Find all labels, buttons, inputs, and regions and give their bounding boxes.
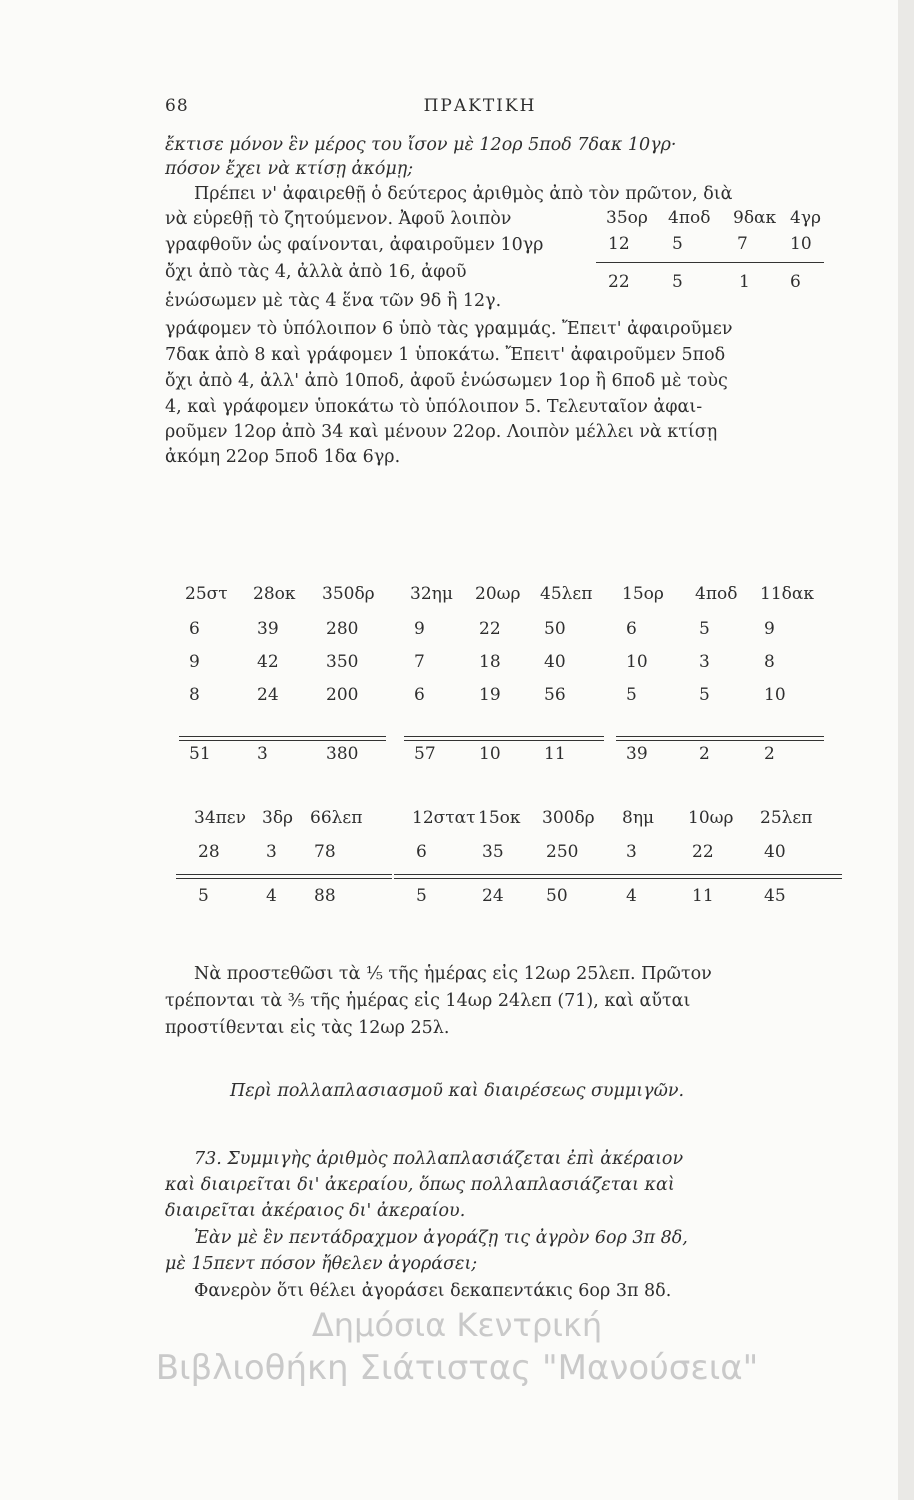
table-cell: 3	[266, 842, 277, 862]
result-cell: 4	[266, 886, 277, 906]
column-header: 4ποδ	[695, 584, 738, 604]
table-cell: 3	[699, 652, 710, 672]
column-header: 34πεν	[194, 808, 246, 828]
table-cell: 6	[189, 619, 200, 639]
column-header: 350δρ	[322, 584, 375, 604]
result-cell: 5	[198, 886, 209, 906]
sum-rule	[394, 874, 624, 875]
table-cell: 42	[257, 652, 279, 672]
sum-rule	[616, 736, 824, 737]
sub-cell: 7	[737, 234, 748, 254]
sub-cell: 10	[790, 234, 812, 254]
sub-result-cell: 22	[608, 272, 630, 292]
column-header: 15οκ	[478, 808, 521, 828]
column-header: 66λεπ	[310, 808, 363, 828]
column-header: 28οκ	[253, 584, 296, 604]
text-line: ἑνώσωμεν μὲ τὰς 4 ἕνα τῶν 9δ ἢ 12γ.	[165, 291, 502, 311]
result-cell: 11	[544, 744, 566, 764]
table-cell: 7	[414, 652, 425, 672]
sub-cell: 5	[672, 234, 683, 254]
column-header: 15ορ	[622, 584, 664, 604]
sum-rule	[176, 874, 392, 875]
page-edge	[898, 0, 914, 1500]
table-cell: 250	[546, 842, 579, 862]
table-cell: 78	[314, 842, 336, 862]
table-cell: 18	[479, 652, 501, 672]
text-line: Φανερὸν ὅτι θέλει ἀγοράσει δεκαπεντάκις 6ορ 3π 8δ.	[194, 1281, 672, 1301]
column-header: 8ημ	[622, 808, 655, 828]
table-cell: 9	[189, 652, 200, 672]
table-cell: 9	[764, 619, 775, 639]
sub-header-cell: 4γρ	[790, 208, 821, 228]
column-header: 20ωρ	[475, 584, 521, 604]
text-line: τρέπονται τὰ ⅗ τῆς ἡμέρας εἰς 14ωρ 24λεπ (71), καὶ αὔται	[165, 991, 691, 1011]
table-cell: 50	[544, 619, 566, 639]
result-cell: 39	[626, 744, 648, 764]
result-cell: 24	[482, 886, 504, 906]
text-line: 4, καὶ γράφομεν ὑποκάτω τὸ ὑπόλοιπον 5. Τελευταῖον ἀφαι-	[165, 397, 703, 417]
text-line: Νὰ προστεθῶσι τὰ ⅕ τῆς ἡμέρας εἰς 12ωρ 25λεπ. Πρῶτον	[194, 964, 712, 984]
sum-rule	[616, 740, 824, 741]
table-cell: 5	[699, 685, 710, 705]
table-cell: 22	[479, 619, 501, 639]
sum-rule	[604, 878, 842, 879]
text-line: 7δακ ἀπὸ 8 καὶ γράφομεν 1 ὑποκάτω. Ἔπειτ' ἀφαιροῦμεν 5ποδ	[165, 345, 726, 365]
result-cell: 5	[416, 886, 427, 906]
result-cell: 3	[257, 744, 268, 764]
column-header: 11δακ	[760, 584, 814, 604]
table-cell: 19	[479, 685, 501, 705]
table-cell: 200	[326, 685, 359, 705]
library-watermark-line2: Βιβλιοθήκη Σιάτιστας "Μανούσεια"	[155, 1348, 759, 1388]
sum-rule	[176, 878, 392, 879]
column-header: 25λεπ	[760, 808, 813, 828]
sub-result-cell: 1	[739, 272, 750, 292]
sum-rule	[404, 740, 604, 741]
page-number: 68	[165, 96, 189, 116]
text-line: ἔκτισε μόνον ἓν μέρος του ἴσον μὲ 12ορ 5ποδ 7δακ 10γρ·	[165, 135, 677, 155]
table-cell: 24	[257, 685, 279, 705]
table-cell: 10	[626, 652, 648, 672]
sub-result-cell: 6	[790, 272, 801, 292]
text-line: ὄχι ἀπὸ τὰς 4, ἀλλὰ ἀπὸ 16, ἀφοῦ	[165, 262, 467, 282]
text-line: ροῦμεν 12ορ ἀπὸ 34 καὶ μένουν 22ορ. Λοιπὸν μέλλει νὰ κτίσῃ	[165, 422, 718, 442]
text-line: Ἐὰν μὲ ἓν πεντάδραχμον ἀγοράζῃ τις ἀγρὸν 6ορ 3π 8δ,	[194, 1228, 688, 1248]
text-line: ὄχι ἀπὸ 4, ἀλλ' ἀπὸ 10ποδ, ἀφοῦ ἑνώσωμεν 1ορ ἢ 6ποδ μὲ τοὺς	[165, 371, 728, 391]
result-cell: 4	[626, 886, 637, 906]
table-cell: 28	[198, 842, 220, 862]
text-line: γραφθοῦν ὡς φαίνονται, ἀφαιροῦμεν 10γρ	[165, 235, 544, 255]
result-cell: 51	[189, 744, 211, 764]
column-header: 32ημ	[410, 584, 453, 604]
table-cell: 6	[626, 619, 637, 639]
table-cell: 22	[692, 842, 714, 862]
section-heading: Περὶ πολλαπλασιασμοῦ καὶ διαιρέσεως συμμιγῶν.	[230, 1081, 685, 1101]
table-cell: 8	[189, 685, 200, 705]
sum-rule	[404, 736, 604, 737]
sub-header-cell: 9δακ	[733, 208, 777, 228]
sub-cell: 12	[608, 234, 630, 254]
sum-rule	[179, 736, 386, 737]
result-cell: 2	[699, 744, 710, 764]
result-cell: 88	[314, 886, 336, 906]
result-cell: 50	[546, 886, 568, 906]
running-title: ΠΡΑΚΤΙΚΗ	[423, 96, 537, 116]
table-cell: 5	[699, 619, 710, 639]
table-cell: 6	[416, 842, 427, 862]
table-cell: 56	[544, 685, 566, 705]
sum-rule	[394, 878, 624, 879]
column-header: 25στ	[185, 584, 228, 604]
result-cell: 57	[414, 744, 436, 764]
column-header: 12στατ	[412, 808, 476, 828]
column-header: 300δρ	[542, 808, 595, 828]
table-cell: 10	[764, 685, 786, 705]
result-cell: 11	[692, 886, 714, 906]
sub-header-cell: 4ποδ	[668, 208, 711, 228]
table-cell: 9	[414, 619, 425, 639]
table-cell: 3	[626, 842, 637, 862]
page-header	[165, 96, 795, 120]
table-cell: 5	[626, 685, 637, 705]
column-header: 45λεπ	[540, 584, 593, 604]
text-line: Πρέπει ν' ἀφαιρεθῇ ὁ δεύτερος ἀριθμὸς ἀπὸ τὸν πρῶτον, διὰ	[194, 184, 733, 204]
table-cell: 35	[482, 842, 504, 862]
text-line: νὰ εὑρεθῇ τὸ ζητούμενον. Ἀφοῦ λοιπὸν	[165, 209, 512, 229]
result-cell: 2	[764, 744, 775, 764]
text-line: γράφομεν τὸ ὑπόλοιπον 6 ὑπὸ τὰς γραμμάς. Ἔπειτ' ἀφαιροῦμεν	[165, 319, 733, 339]
table-cell: 40	[764, 842, 786, 862]
table-cell: 8	[764, 652, 775, 672]
table-cell: 350	[326, 652, 359, 672]
table-cell: 280	[326, 619, 359, 639]
result-cell: 45	[764, 886, 786, 906]
text-line: πόσον ἔχει νὰ κτίσῃ ἀκόμῃ;	[165, 159, 414, 179]
text-line: 73. Συμμιγὴς ἀριθμὸς πολλαπλασιάζεται ἐπὶ ἀκέραιον	[194, 1149, 684, 1169]
result-cell: 380	[326, 744, 359, 764]
table-cell: 40	[544, 652, 566, 672]
column-header: 3δρ	[262, 808, 294, 828]
sub-result-cell: 5	[672, 272, 683, 292]
column-header: 10ωρ	[688, 808, 734, 828]
library-watermark-line1: Δημόσια Κεντρική	[311, 1306, 603, 1344]
table-cell: 6	[414, 685, 425, 705]
text-line: καὶ διαιρεῖται δι' ἀκεραίου, ὅπως πολλαπλασιάζεται καὶ	[165, 1175, 675, 1195]
text-line: ἀκόμη 22ορ 5ποδ 1δα 6γρ.	[165, 447, 401, 467]
text-line: μὲ 15πεντ πόσον ἤθελεν ἀγοράσει;	[165, 1254, 478, 1274]
table-cell: 39	[257, 619, 279, 639]
text-line: διαιρεῖται ἀκέραιος δι' ἀκεραίου.	[165, 1201, 466, 1221]
text-line: προστίθενται εἰς τὰς 12ωρ 25λ.	[165, 1018, 450, 1038]
result-cell: 10	[479, 744, 501, 764]
sum-rule	[604, 874, 842, 875]
sub-header-cell: 35ορ	[606, 208, 648, 228]
sum-rule	[179, 740, 386, 741]
sum-rule	[596, 262, 824, 263]
